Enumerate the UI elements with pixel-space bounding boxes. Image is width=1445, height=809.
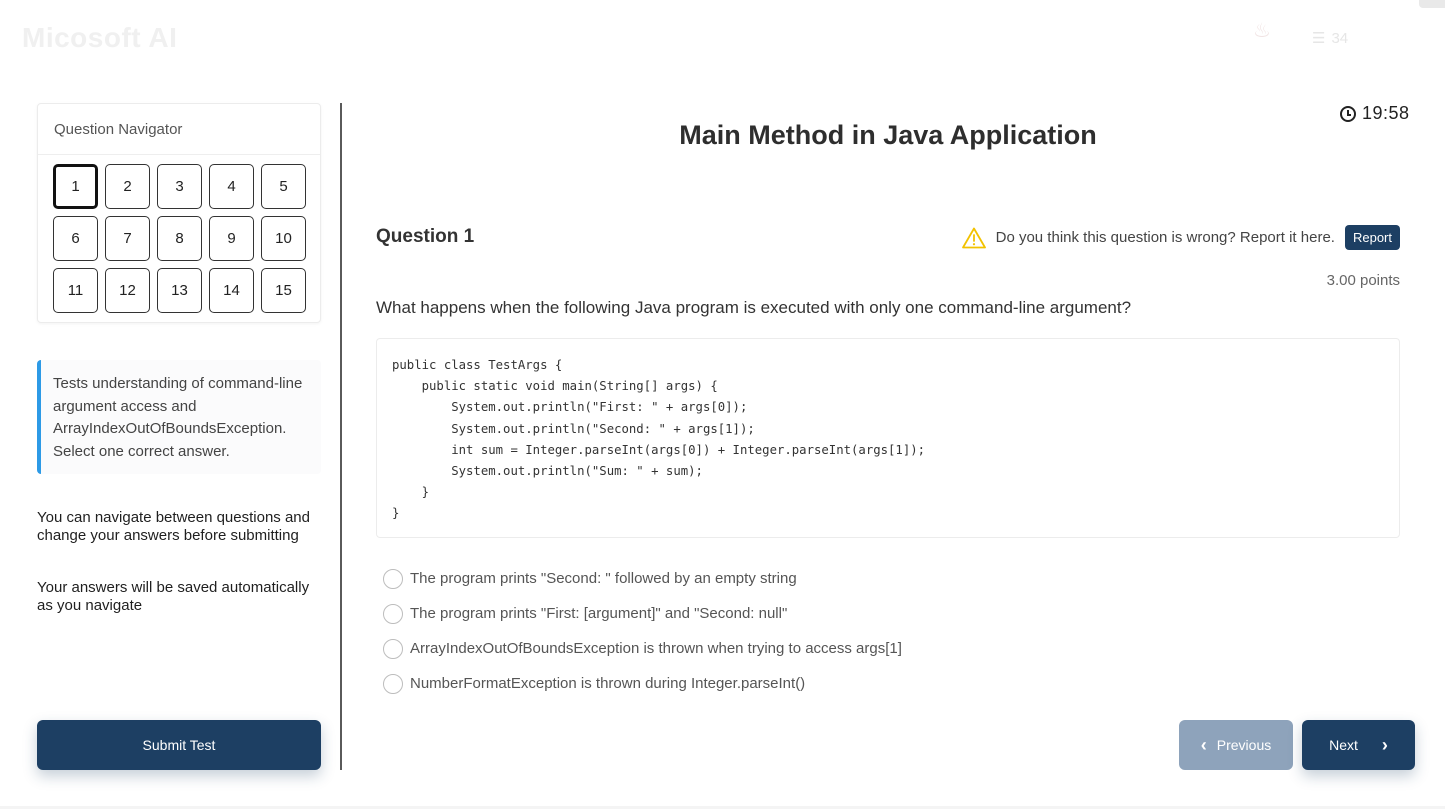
radio-button[interactable] (383, 674, 403, 694)
radio-button[interactable] (383, 569, 403, 589)
previous-label: Previous (1216, 737, 1272, 753)
answer-option-2[interactable] (383, 596, 902, 631)
radio-button[interactable] (383, 604, 403, 624)
navigation-note: You can navigate between questions and change your answers before submitting (37, 509, 310, 544)
question-info-box (37, 360, 321, 474)
question-nav-button-14[interactable]: 14 (209, 268, 254, 313)
brand-logo[interactable]: Micosoft AI (22, 22, 178, 53)
question-description: Tests understanding of command-line argument access and ArrayIndexOutOfBoundsException. Select one correct answer. (53, 375, 303, 460)
question-nav-button-3[interactable]: 3 (157, 164, 202, 209)
question-nav-button-1[interactable]: 1 (53, 164, 98, 209)
navigator-title: Question Navigator (38, 104, 320, 155)
radio-button[interactable] (383, 639, 403, 659)
coin-counter[interactable] (1312, 29, 1348, 47)
coin-stack-icon: ☰ (1312, 30, 1326, 47)
chevron-right-icon: › (1381, 735, 1388, 755)
report-row (962, 225, 1400, 250)
flame-icon[interactable]: ♨ (1253, 20, 1271, 42)
answer-option-label: ArrayIndexOutOfBoundsException is thrown when trying to access args[1] (410, 640, 902, 657)
question-nav-button-11[interactable]: 11 (53, 268, 98, 313)
answer-option-4[interactable] (383, 666, 902, 701)
question-nav-button-5[interactable]: 5 (261, 164, 306, 209)
question-label: Question 1 (376, 226, 475, 247)
question-nav-button-2[interactable]: 2 (105, 164, 150, 209)
next-label: Next (1329, 737, 1358, 753)
answer-option-label: NumberFormatException is thrown during Integer.parseInt() (410, 675, 806, 692)
answer-option-1[interactable] (383, 561, 902, 596)
question-nav-button-10[interactable]: 10 (261, 216, 306, 261)
question-points: 3.00 points (1326, 272, 1400, 289)
question-nav-button-4[interactable]: 4 (209, 164, 254, 209)
page-title: Main Method in Java Application (679, 120, 1097, 150)
top-bar (0, 0, 1445, 80)
report-prompt: Do you think this question is wrong? Report it here. (995, 229, 1335, 246)
question-nav-button-8[interactable]: 8 (157, 216, 202, 261)
chevron-left-icon: ‹ (1200, 735, 1207, 755)
column-divider (340, 103, 342, 770)
warning-icon (962, 227, 986, 249)
answer-option-label: The program prints "First: [argument]" and "Second: null" (410, 605, 788, 622)
next-button[interactable] (1302, 720, 1415, 770)
report-button[interactable]: Report (1345, 225, 1400, 250)
question-text: What happens when the following Java program is executed with only one command-line argument? (376, 298, 1132, 317)
autosave-note: Your answers will be saved automatically as you navigate (37, 579, 310, 614)
timer-value: 19:58 (1362, 103, 1410, 123)
question-nav-button-6[interactable]: 6 (53, 216, 98, 261)
answer-option-3[interactable] (383, 631, 902, 666)
window-corner-tab (1419, 0, 1445, 8)
question-nav-button-13[interactable]: 13 (157, 268, 202, 313)
answer-option-label: The program prints "Second: " followed by an empty string (410, 570, 797, 587)
answer-options (383, 561, 902, 701)
question-nav-button-12[interactable]: 12 (105, 268, 150, 313)
question-nav-button-15[interactable]: 15 (261, 268, 306, 313)
submit-test-button[interactable]: Submit Test (37, 720, 321, 770)
question-grid (53, 164, 306, 313)
code-block: public class TestArgs { public static void main(String[] args) { System.out.println("First: " + args[0]); System.out.println("Second: " + args[1]); int sum = Integer.parseInt(args[0]) + Integer.parseInt(args[1]); System.out.println("Sum: " + sum); } } (376, 338, 1400, 538)
coin-count: 34 (1331, 29, 1349, 47)
question-navigator (37, 103, 321, 323)
question-nav-button-9[interactable]: 9 (209, 216, 254, 261)
question-nav-button-7[interactable]: 7 (105, 216, 150, 261)
previous-button[interactable] (1179, 720, 1293, 770)
